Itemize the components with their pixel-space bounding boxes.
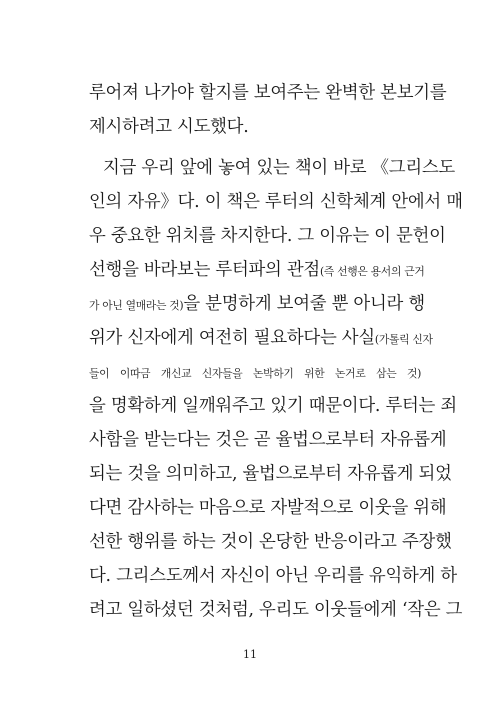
text-line: 지금 우리 앞에 놓여 있는 책이 바로 《그리스도: [103, 158, 455, 178]
parenthetical-note: 가 아닌 열매라는 것): [89, 299, 184, 312]
text-line: 을 명확하게 일깨워주고 있기 때문이다. 루터는 죄: [89, 396, 457, 416]
text-line: 선한 행위를 하는 것이 온당한 반응이라고 주장했: [89, 532, 452, 552]
text-line: 인의 자유》다. 이 책은 루터의 신학체계 안에서 매: [89, 192, 463, 212]
text-segment: 을 분명하게 보여줄 뿐 아니라 행: [183, 294, 425, 314]
text-line: [89, 289, 425, 319]
text-line: 사함을 받는다는 것은 곧 율법으로부터 자유롭게: [89, 430, 447, 450]
text-line: 다면 감사하는 마음으로 자발적으로 이웃을 위해: [89, 498, 447, 518]
text-line: 제시하려고 시도했다.: [89, 117, 249, 137]
parenthetical-note: (가톨릭 신자: [374, 333, 433, 346]
text-line: [89, 357, 421, 387]
text-line: 우 중요한 위치를 차지한다. 그 이유는 이 문헌이: [89, 226, 446, 246]
parenthetical-note: 들이 이따금 개신교 신자들을 논박하기 위한 논거로 삼는 것): [89, 367, 421, 380]
text-segment: 선행을 바라보는 루터파의 관점: [89, 260, 320, 280]
text-line: 다. 그리스도께서 자신이 아닌 우리를 유익하게 하: [89, 566, 457, 586]
text-line: [89, 255, 425, 285]
text-segment: 위가 신자에게 여전히 필요하다는 사실: [89, 328, 375, 348]
text-line: 되는 것을 의미하고, 율법으로부터 자유롭게 되었: [89, 464, 452, 484]
text-line: 루어져 나가야 할지를 보여주는 완벽한 본보기를: [89, 83, 447, 103]
text-line: [89, 323, 433, 353]
text-line: 려고 일하셨던 것처럼, 우리도 이웃들에게 ‘작은 그: [89, 600, 463, 620]
page-number: 11: [243, 648, 257, 661]
parenthetical-note: (즉 선행은 용서의 근거: [319, 265, 425, 278]
